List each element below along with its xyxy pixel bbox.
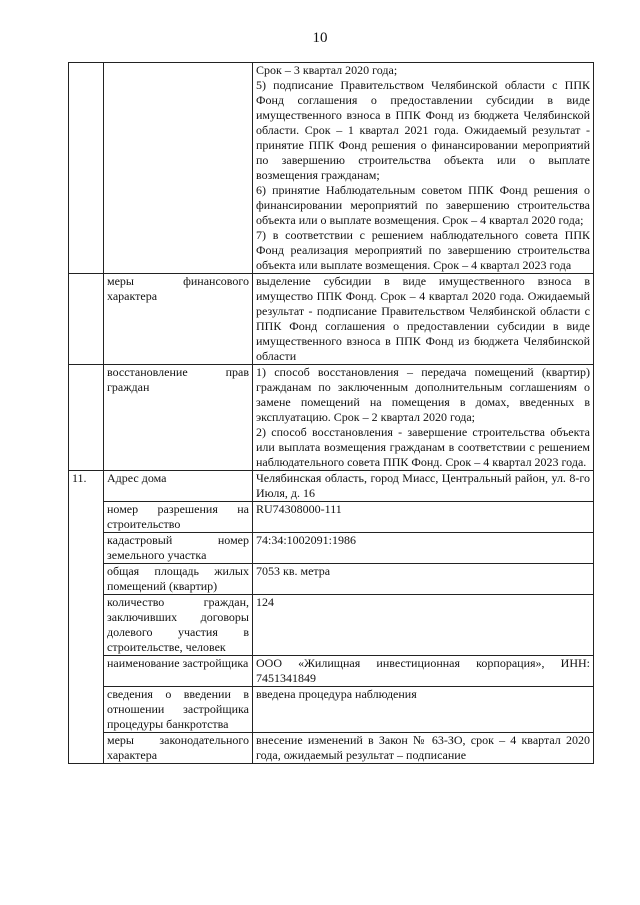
row-value: 7053 кв. метра (253, 564, 594, 595)
item-number: 11. (69, 471, 104, 764)
restoration-line: 1) способ восстановления – передача помещений (квартир) гражданам по заключенным дополнительным соглашениям о замене помещений на помещения в домах, введенных в эксплуатацию. Срок – 2 квартал 2020 года; (256, 365, 590, 424)
continuation-line: 7) в соответствии с решением наблюдательного совета ППК Фонд реализация мероприятий по завершению строительства объекта или выплате возмещения. Срок – 4 квартал 2023 года (256, 228, 590, 272)
table-row (69, 687, 594, 733)
row-label: меры финансового характера (104, 274, 253, 365)
financial-row (69, 274, 594, 365)
row-label: наименование застройщика (104, 656, 253, 687)
table-row (69, 733, 594, 764)
table-row (69, 533, 594, 564)
restoration-row (69, 365, 594, 471)
row-value: выделение субсидии в виде имущественного взноса в имущество ППК Фонд. Срок – 4 квартал 2020 года. Ожидаемый результат - подписание Правительством Челябинской области с ППК Фонд соглашения о предоставлении субсидии в виде имущественного взноса в ППК Фонд из бюджета Челябинской области (253, 274, 594, 365)
row-label: кадастровый номер земельного участка (104, 533, 253, 564)
table-row (69, 564, 594, 595)
row-label: меры законодательного характера (104, 733, 253, 764)
restoration-line: 2) способ восстановления - завершение строительства объекта или выплата возмещения гражданам в соответствии с решением наблюдательного совета ППК Фонд. Срок – 4 квартал 2023 года. (256, 425, 590, 469)
continuation-line: 6) принятие Наблюдательным советом ППК Фонд решения о финансировании мероприятий по завершению строительства объекта или о выплате возмещения. Срок – 4 квартал 2020 года; (256, 183, 590, 227)
row-value: внесение изменений в Закон № 63-ЗО, срок – 4 квартал 2020 года, ожидаемый результат – подписание (253, 733, 594, 764)
continuation-line: Срок – 3 квартал 2020 года; (256, 63, 398, 77)
table-row (69, 656, 594, 687)
row-value: ООО «Жилищная инвестиционная корпорация», ИНН: 7451341849 (253, 656, 594, 687)
data-table (68, 62, 594, 764)
row-value: Челябинская область, город Миасс, Центральный район, ул. 8-го Июля, д. 16 (253, 471, 594, 502)
continuation-row (69, 63, 594, 274)
continuation-text (253, 63, 594, 274)
row-label: номер разрешения на строительство (104, 502, 253, 533)
table-row (69, 595, 594, 656)
row-value: 74:34:1002091:1986 (253, 533, 594, 564)
row-label: Адрес дома (104, 471, 253, 502)
row-label: количество граждан, заключивших договоры долевого участия в строительстве, человек (104, 595, 253, 656)
table-row (69, 471, 594, 502)
row-value (253, 365, 594, 471)
table-row (69, 502, 594, 533)
row-label: восстановление прав граждан (104, 365, 253, 471)
row-label: общая площадь жилых помещений (квартир) (104, 564, 253, 595)
row-value: введена процедура наблюдения (253, 687, 594, 733)
row-value: 124 (253, 595, 594, 656)
page-number: 10 (312, 30, 328, 46)
continuation-line: 5) подписание Правительством Челябинской области с ППК Фонд соглашения о предоставлении субсидии в виде имущественного взноса в ППК Фонд из бюджета Челябинской области. Срок – 1 квартал 2021 года. Ожидаемый результат - принятие ППК Фонд решения о финансировании мероприятий по завершению строительства объекта или о выплате возмещения гражданам; (256, 78, 590, 182)
row-label: сведения о введении в отношении застройщика процедуры банкротства (104, 687, 253, 733)
row-value: RU74308000-111 (253, 502, 594, 533)
